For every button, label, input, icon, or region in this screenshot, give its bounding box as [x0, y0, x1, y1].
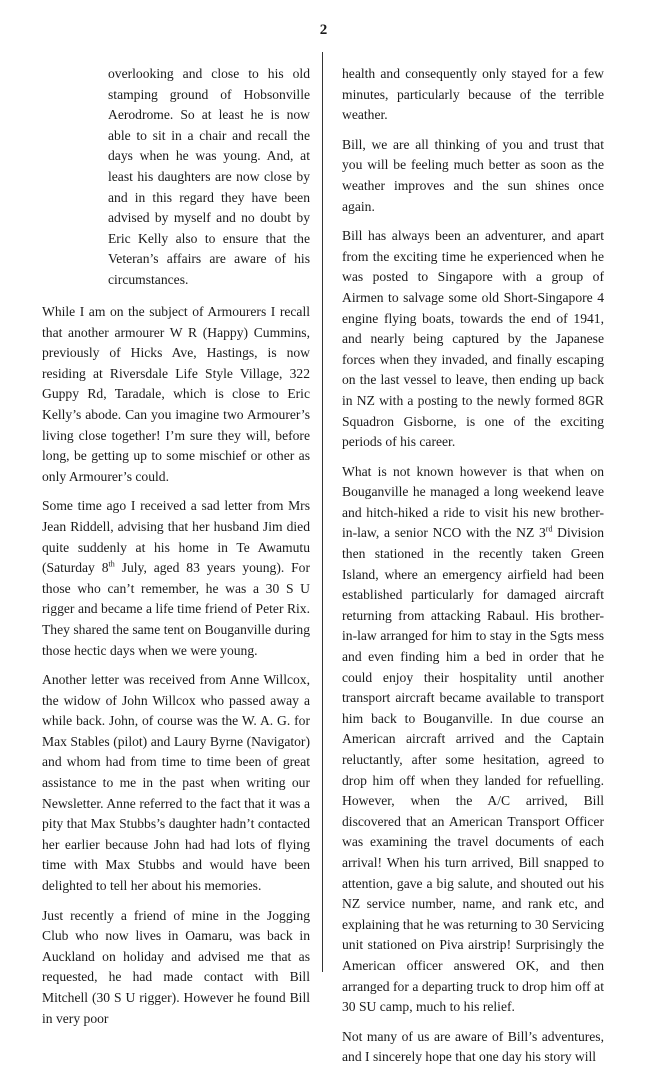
green-island-text-start: What is not known however is that when on Bouganville he managed a long weekend leave and hitch-hiked a ride to visit his new brother-in-law, a senior NCO with the NZ 3 [342, 463, 604, 541]
paragraph-green-island [342, 462, 604, 1018]
paragraph-oamaru-friend: Just recently a friend of mine in the Jogging Club who now lives in Oamaru, was back in Auckland on holiday and advised me that as requested, he had made contact with Bill Mitchell (30 S U rigger). However he found Bill in very poor [42, 907, 310, 1026]
paragraph-adventurer: Bill has always been an adventurer, and apart from the exciting time he experienced when he was posted to Singapore with a group of Airmen to salvage some old Short-Singapore 4 engine flying boats, towards the end of 1941, and nearly being captured by the Japanese forces when they invaded, and finally escaping on the last vessel to leave, then ending up back in NZ with a posting to the newly formed 8GR Squadron Gisborne, is one of the exciting periods of his career. [342, 228, 604, 450]
page-number: 2 [319, 22, 328, 38]
paragraph-well-wishes: Bill, we are all thinking of you and trust that you will be feeling much better as soon as the weather improves and the sun shines once again. [342, 136, 604, 214]
right-column [342, 64, 604, 1077]
paragraph-riddell [42, 496, 310, 661]
riddell-superscript: th [108, 559, 115, 569]
paragraph-willcox: Another letter was received from Anne Willcox, the widow of John Willcox who passed away a while back. John, of course was the W. A. G. for Max Stables (pilot) and Laury Byrne (Navigator) and whom had from time to time been of great assistance to me in the past when writing our Newsletter. Anne referred to the fact that it was a pity that Max Stubbs’s daughter hadn’t contacted her earlier because John had had lots of flying time with Max Stubbs and would have been delighted to tell her about his memories. [42, 672, 310, 894]
green-island-text-end: Division then stationed in the recently taken Green Island, where an emergency airfield had been established particularly for damaged aircraft returning from attacking Rabaul. His brother-in-law arranged for him to stay in the Sgts mess and even finding him a bed in order that he could enjoy their hospitality until another transport aircraft became available to transport him back to Bouganville. In due course an American aircraft arrived and the Captain reluctantly, after some hesitation, agreed to drop him off when they landed for refuelling. However, when the A/C arrived, Bill discovered that an American Transport Officer was examining the travel documents of each arrival! When his turn arrived, Bill snapped to attention, gave a big salute, and shouted out his NZ service number, name, and rank etc, and explaining that he was returning to 30 Servicing unit stationed on Piva airstrip! Surprisingly the American officer answered OK, and then arranged for a departing truck to drop him off at 30 SU camp, much to his relief. [342, 525, 604, 1015]
column-divider [322, 52, 323, 972]
paragraph-cummins: While I am on the subject of Armourers I recall that another armourer W R (Happy) Cummins, previously of Hicks Ave, Hastings, is now residing at Riversdale Life Style Village, 322 Guppy Rd, Taradale, which is close to Eric Kelly’s abode. Can you imagine two Armourer’s living close together! I’m sure they will, before long, be getting up to some mischief or other as only Armourer’s could. [42, 304, 310, 484]
left-column-top [108, 64, 310, 300]
paragraph-hobsonville: overlooking and close to his old stamping ground of Hobsonville Aerodrome. So at least he is now able to sit in a chair and recall the days when he was young. And, at least his daughters are now close by and in this regard they have been advised by myself and no doubt by Eric Kelly also to ensure that the Veteran’s affairs are aware of his circumstances. [108, 66, 310, 287]
paragraph-adventures: Not many of us are aware of Bill’s adventures, and I sincerely hope that one day his story will [342, 1028, 604, 1065]
paragraph-poor-health: health and consequently only stayed for a few minutes, particularly because of the terrible weather. [342, 66, 604, 123]
left-column [42, 302, 310, 1038]
riddell-text-end: July, aged 83 years young). For those who can’t remember, he was a 30 S U rigger and became a life time friend of Peter Rix. They shared the same tent on Bouganville during those hectic days when we were young. [42, 560, 311, 658]
division-superscript: rd [545, 524, 553, 534]
riddell-text-start: Some time ago I received a sad letter from Mrs Jean Riddell, advising that her husband Jim died quite suddenly at his home in Te Awamutu (Saturday 8 [42, 498, 310, 576]
